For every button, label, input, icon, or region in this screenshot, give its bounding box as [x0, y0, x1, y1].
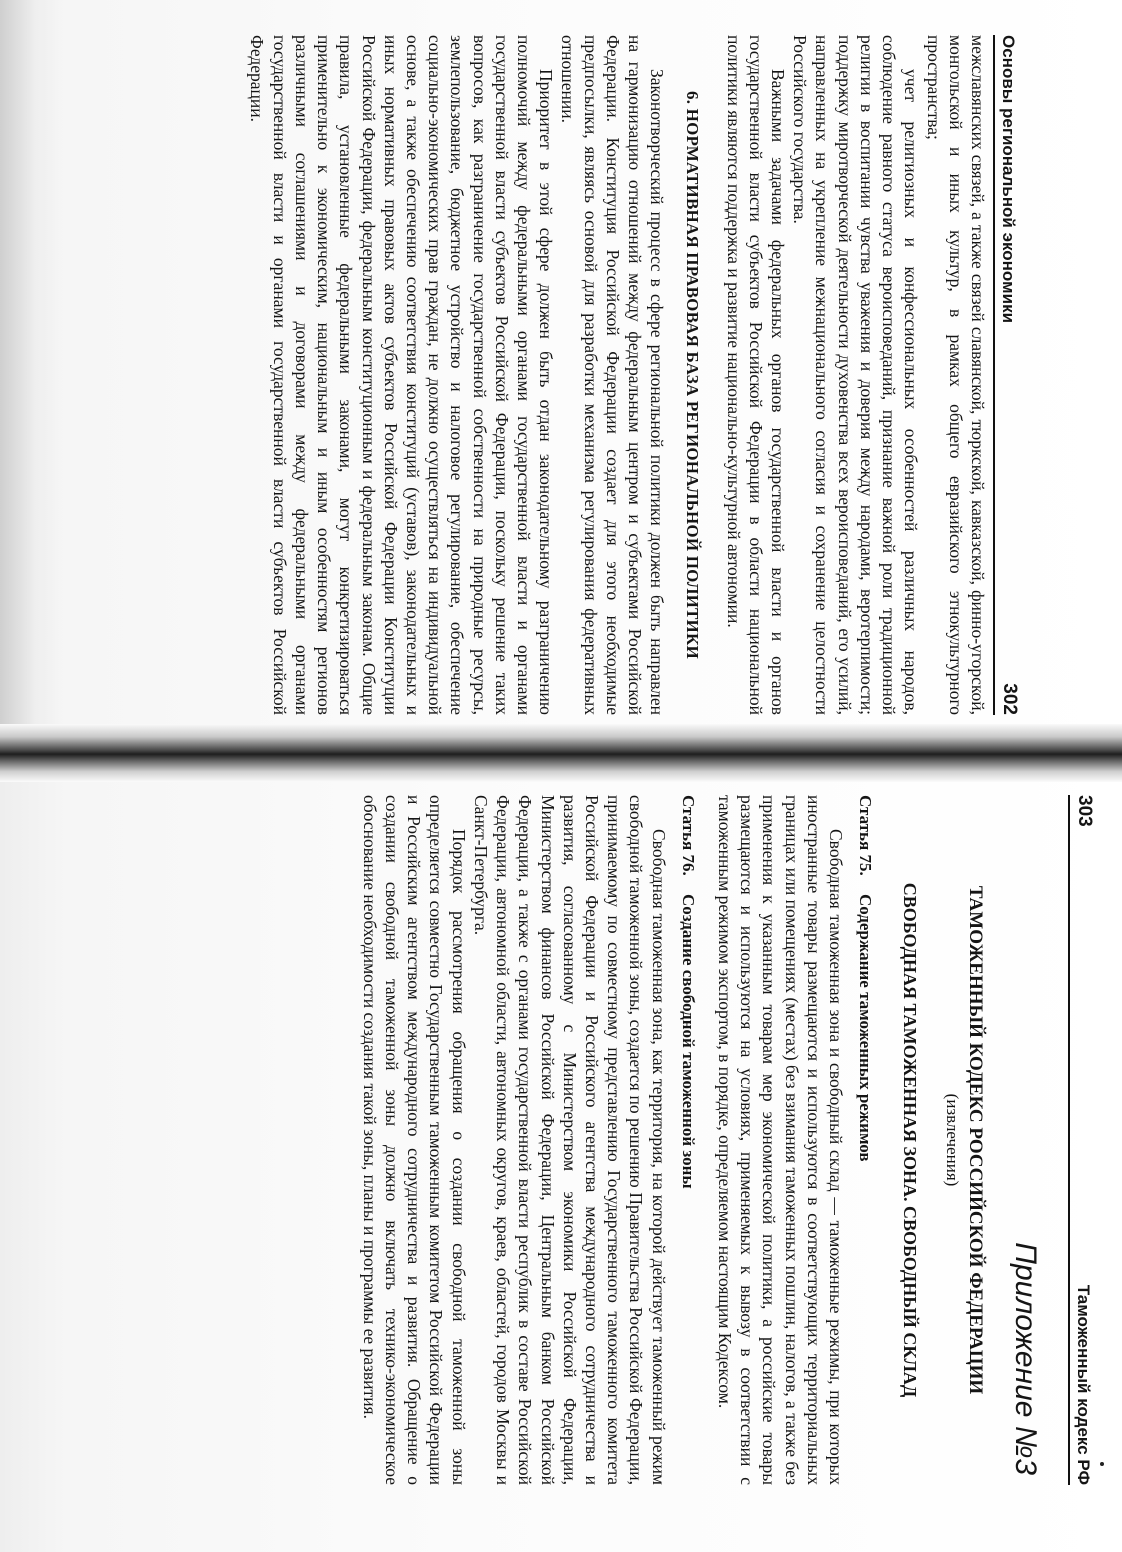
paragraph: Приоритет в этой сфере должен быть отдан законодательному разграничению полномочий между федеральными органами государственной власти и органами государственной власти субъектов Российской Федерации, поскольку решение таких вопросов, как разграничение государственной собственности на природные ресурсы, землепользование, бюджетное устройство и налоговое регулирование, обеспечение социально-экономических прав граждан, не должно осуществляться на индивидуальной основе, а также обеспечению соответствия конституций (уставов), законодательных и иных нормативных правовых актов субъектов Российской Федерации Конституции Российской Федерации, федеральным конституционным и федеральным законам. Общие правила, установленные федеральными законами, могут конкретизироваться применительно к экономическим, национальным и иным особенностям регионов различными соглашениями и договорами между федеральными органами государственной власти и органами государственной власти субъектов Российской Федерации. [247, 35, 557, 715]
running-head [1068, 795, 1095, 1485]
page-body [359, 795, 875, 1485]
page-shadow [0, 0, 60, 760]
page-number: 303 [1074, 795, 1095, 827]
article-number: Статья 76. [678, 795, 698, 876]
paragraph: Законотворческий процесс в сфере региональной политики должен быть направлен на гармонизацию отношений между федеральным центром и субъектами Российской Федерации. Конституция Российской Федерации создает для этого необходимые предпосылки, являясь основой для разработки механизма регулирования федеративных отношении. [558, 35, 668, 715]
running-head [993, 35, 1020, 715]
code-title: ТАМОЖЕННЫЙ КОДЕКС РОССИЙСКОЙ ФЕДЕРАЦИИ [965, 885, 986, 1395]
running-title: Основы региональной экономики [999, 35, 1018, 324]
article-title: Содержание таможенных режимов [856, 893, 875, 1162]
paragraph: Свободная таможенная зона и свободный склад — таможенные режимы, при которых иностранные товары размещаются и используются в соответствующих территориальных границах или помещениях (местах) без взимания таможенных пошлин, налогов, а также без применения к указанным товарам мер экономической политики, а российские товары размещаются и используются на условиях, применяемых к вывозу в соответствии с таможенным режимом экспортом, в порядке, определяемом настоящим Кодексом. [714, 795, 846, 1485]
page-number: 302 [999, 683, 1020, 715]
paragraph: учет религиозных и конфессиональных особенностей различных народов, соблюдение равного статуса вероисповеданий, признание важной роли традиционной религии в воспитании чувства уважения и доверия между народами, веротерпимости; поддержку миротворческой деятельности духовенства всех вероисповеданий, его усилий, направленных на укрепление межнационального согласия и сохранение целостности Российского государства. [790, 35, 922, 715]
article-heading [855, 795, 875, 1485]
page-303 [85, 795, 1095, 1485]
paragraph: Важными задачами федеральных органов государственной власти и органов государственной власти субъектов Российской Федерации в области национальной политики являются поддержка и развитие национально-культурной автономии. [723, 35, 789, 715]
paragraph: Порядок рассмотрения обращения о создании свободной таможенной зоны определяется совместно Государственным таможенным комитетом Российской Федерации и Российским агентством международного сотрудничества и развития. Обращение о создании свободной таможенной зоны должно включать технико-экономическое обоснование необходимости создания такой зоны, планы и программы ее развития. [359, 795, 469, 1485]
scan-speck [1100, 1462, 1104, 1466]
article-title: Создание свободной таможенной зоны [678, 893, 698, 1189]
appendix-title: Приложение №3 [1009, 1242, 1042, 1475]
code-subtitle: (извлечения) [943, 1093, 962, 1187]
section-heading: 6. НОРМАТИВНАЯ ПРАВОВАЯ БАЗА РЕГИОНАЛЬНОЙ ПОЛИТИКИ [683, 91, 703, 659]
running-title: Таможенный кодекс РФ [1074, 1284, 1093, 1485]
article-heading [678, 795, 698, 1485]
article-number: Статья 75. [856, 795, 875, 876]
page-302 [60, 35, 1020, 715]
book-spine [0, 724, 1122, 782]
paragraph: Свободная таможенная зона, как территория, на которой действует таможенный режим свободной таможенной зоны, создается по решению Правительства Российской Федерации, принимаемому по совместному представлению Государственного таможенного комитета Российской Федерации и Российского агентства международного сотрудничества и развития, согласованному с Министерством экономики Российской Федерации, Министерством финансов Российской Федерации, Центральным банком Российской Федерации, а также с органами государственной власти республик в составе Российской Федерации, автономной области, автономных округов, краев, областей, городов Москвы и Санкт-Петербурга. [470, 795, 669, 1485]
chapter-title: СВОБОДНАЯ ТАМОЖЕННАЯ ЗОНА. СВОБОДНЫЙ СКЛАД [900, 882, 920, 1398]
paragraph: межславянских связей, а также связей славянской, тюркской, кавказской, финно-угорской, монгольской и иных культур, в рамках общего евразийского этнокультурного пространства; [923, 35, 988, 715]
page-body [246, 35, 989, 715]
